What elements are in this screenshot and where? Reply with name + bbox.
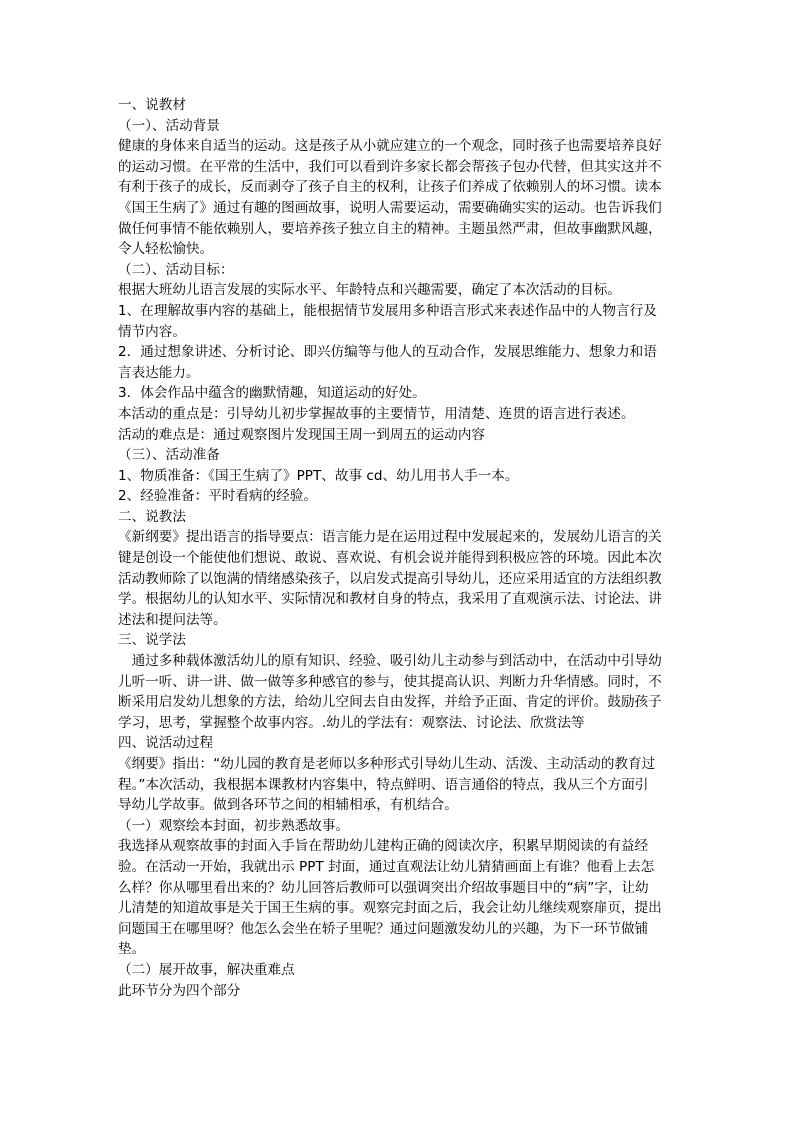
paragraph-line: 令人轻松愉快。: [118, 241, 214, 258]
paragraph-line: 验。在活动一开始，我就出示 PPT 封面，通过直观法让幼儿猜猜画面上有谁？他看上去怎: [118, 858, 655, 875]
paragraph-line: 导幼儿学故事。做到各环节之间的相辅相承，有机结合。: [118, 797, 458, 814]
paragraph-line: 么样？你从哪里看出来的？幼儿回答后教师可以强调突出介绍故事题目中的“病”字，让幼: [118, 879, 649, 896]
paragraph-line: 问题国王在哪里呀？他怎么会坐在轿子里呢？通过问题激发幼儿的兴趣，为下一环节做铺: [118, 920, 649, 937]
subheading-observe-cover: （一）观察绘本封面，初步熟悉故事。: [118, 817, 350, 834]
paragraph-line: 断采用启发幼儿想象的方法，给幼儿空间去自由发挥，并给予正面、肯定的评价。鼓励孩子: [118, 694, 662, 711]
paragraph-line: 《新纲要》提出语言的指导要点：语言能力是在运用过程中发展起来的，发展幼儿语言的关: [118, 529, 662, 546]
document-body: [118, 95, 678, 1001]
paragraph-line: 做任何事情不能依赖别人，要培养孩子独立自主的精神。主题虽然严肃，但故事幽默风趣，: [118, 220, 662, 237]
paragraph-line: 学。根据幼儿的认知水平、实际情况和教材自身的特点，我采用了直观演示法、讨论法、讲: [118, 591, 662, 608]
goal-item: 情节内容。: [118, 323, 186, 340]
preparation-item: 2、经验准备：平时看病的经验。: [118, 488, 317, 505]
subheading-activity-preparation: （三）、活动准备: [118, 447, 220, 464]
paragraph-line: 儿清楚的知道故事是关于国王生病的事。观察完封面之后，我会让幼儿继续观察扉页，提出: [118, 900, 662, 917]
paragraph-line: 述法和提问法等。: [118, 611, 227, 628]
preparation-item: 1、物质准备：《国王生病了》PPT、故事 cd、幼儿用书人手一本。: [118, 467, 519, 484]
section-heading-teaching-method: 二、说教法: [118, 508, 186, 525]
section-heading-teaching-material: 一、说教材: [118, 97, 186, 113]
goal-item: 2．通过想象讲述、分析讨论、即兴仿编等与他人的互动合作，发展思维能力、想象力和语: [118, 344, 657, 361]
goal-item: 1、在理解故事内容的基础上，能根据情节发展用多种语言形式来表述作品中的人物言行及: [118, 302, 657, 319]
paragraph-line: 的运动习惯。在平常的生活中，我们可以看到许多家长都会帮孩子包办代替，但其实这并不: [118, 158, 662, 175]
paragraph-line: 通过多种载体激活幼儿的原有知识、经验、吸引幼儿主动参与到活动中，在活动中引导幼: [118, 653, 662, 670]
difficulty-line: 活动的难点是：通过观察图片发现国王周一到周五的运动内容: [118, 426, 486, 443]
paragraph-line: 根据大班幼儿语言发展的实际水平、年龄特点和兴趣需要，确定了本次活动的目标。: [118, 282, 621, 299]
subheading-activity-goals: （二）、活动目标：: [118, 261, 234, 278]
subheading-activity-background: （一）、活动背景: [118, 117, 220, 134]
paragraph-line: 有利于孩子的成长，反而剥夺了孩子自主的权利，让孩子们养成了依赖别人的坏习惯。读本: [118, 179, 662, 196]
paragraph-line: 儿听一听、讲一讲、做一做等多种感官的参与，使其提高认识、判断力升华情感。同时，不: [118, 673, 662, 690]
key-point-line: 本活动的重点是：引导幼儿初步掌握故事的主要情节，用清楚、连贯的语言进行表述。: [118, 405, 635, 422]
paragraph-line: 此环节分为四个部分: [118, 982, 241, 999]
paragraph-line: 垫。: [118, 941, 146, 958]
paragraph-line: 活动教师除了以饱满的情绪感染孩子，以启发式提高引导幼儿，还应采用适宜的方法组织教: [118, 570, 662, 587]
paragraph-line: 《国王生病了》通过有趣的图画故事，说明人需要运动，需要确确实实的运动。也告诉我们: [118, 199, 662, 216]
goal-item: 言表达能力。: [118, 364, 200, 381]
paragraph-line: 《纲要》指出：“幼儿园的教育是老师以多种形式引导幼儿生动、活泼、主动活动的教育过: [118, 756, 656, 772]
paragraph-line: 键是创设一个能使他们想说、敢说、喜欢说、有机会说并能得到积极应答的环境。因此本次: [118, 550, 662, 567]
section-heading-activity-process: 四、说活动过程: [118, 735, 214, 752]
goal-item: 3．体会作品中蕴含的幽默情趣，知道运动的好处。: [118, 385, 426, 402]
paragraph-line: 学习，思考，掌握整个故事内容。.幼儿的学法有：观察法、讨论法、欣赏法等: [118, 714, 585, 731]
section-heading-learning-method: 三、说学法: [118, 632, 186, 649]
paragraph-line: 健康的身体来自适当的运动。这是孩子从小就应建立的一个观念，同时孩子也需要培养良好: [118, 138, 662, 155]
paragraph-line: 我选择从观察故事的封面入手旨在帮助幼儿建构正确的阅读次序，积累早期阅读的有益经: [118, 838, 649, 855]
subheading-unfold-story: （二）展开故事，解决重难点: [118, 961, 295, 978]
paragraph-line: 程。”本次活动，我根据本课教材内容集中，特点鲜明、语言通俗的特点，我从三个方面引: [118, 776, 649, 793]
